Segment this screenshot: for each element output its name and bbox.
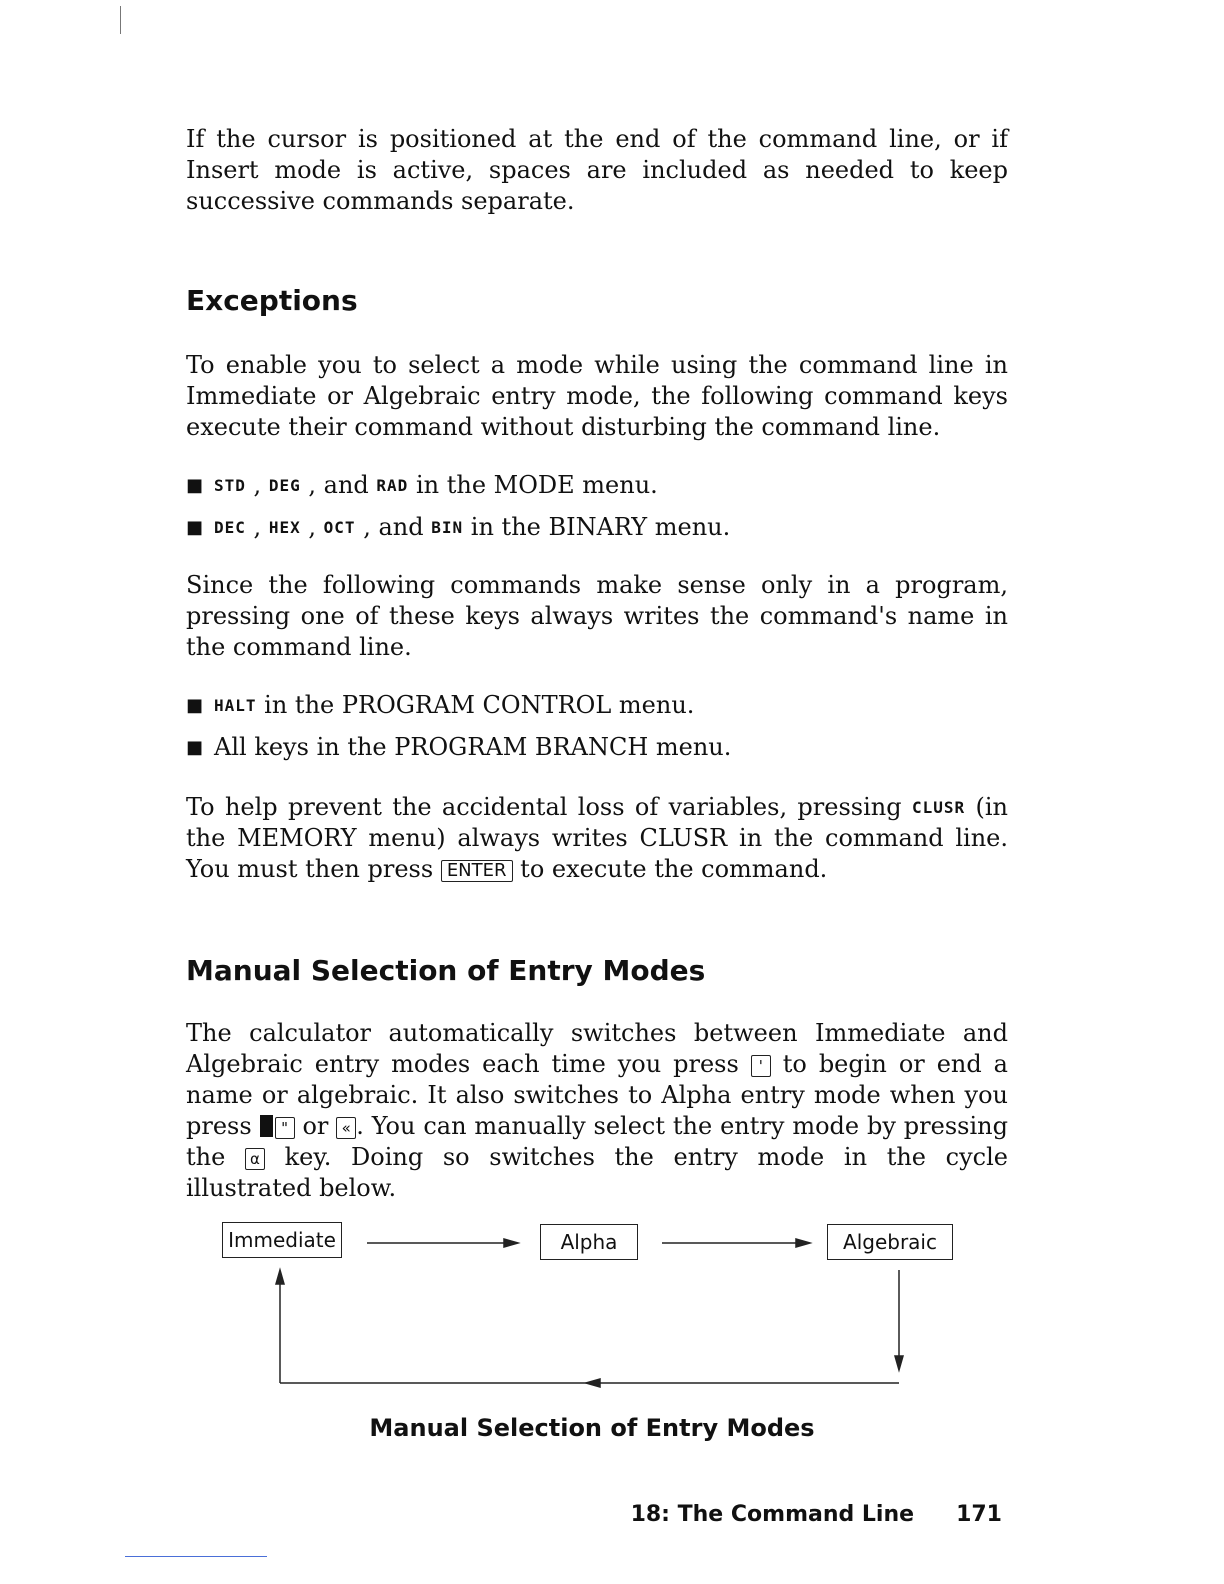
- separator: , and: [363, 513, 424, 541]
- bullet-program-control: [186, 690, 1008, 721]
- arrowhead-up: [276, 1270, 284, 1284]
- menu-key-oct: OCT: [323, 518, 356, 537]
- bullet-tail: in the PROGRAM CONTROL menu.: [264, 691, 695, 719]
- enter-key: ENTER: [441, 860, 513, 882]
- margin-mark: [120, 6, 121, 34]
- alpha-mode-box: Alpha: [540, 1224, 638, 1260]
- separator: ,: [253, 513, 262, 541]
- bullet-icon: ■: [186, 695, 204, 716]
- para3-text-3: to execute the command.: [520, 855, 828, 883]
- algebraic-mode-box: Algebraic: [827, 1224, 953, 1260]
- menu-key-clusr: CLUSR: [911, 798, 966, 817]
- menu-key-hex: HEX: [268, 518, 301, 537]
- separator: ,: [308, 513, 317, 541]
- manual-text-4: . You can manually select the entry mode by pressing the: [186, 1112, 1008, 1171]
- arrowhead-down: [895, 1356, 903, 1370]
- separator: , and: [308, 471, 369, 499]
- exceptions-heading: Exceptions: [186, 284, 358, 317]
- menu-key-halt: HALT: [214, 696, 257, 715]
- guillemet-key: «: [336, 1117, 356, 1139]
- bullet-text: All keys in the PROGRAM BRANCH menu.: [214, 733, 732, 761]
- bullet-icon: ■: [186, 517, 204, 538]
- page-footer: [631, 1502, 1002, 1527]
- separator: ,: [253, 471, 262, 499]
- bullet-icon: ■: [186, 475, 204, 496]
- para3-text-1: To help prevent the accidental loss of variables, pressing: [186, 793, 902, 821]
- menu-key-deg: DEG: [268, 476, 301, 495]
- exceptions-paragraph-1: To enable you to select a mode while using the command line in Immediate or Algebraic entry mode, the following command keys execute their command without disturbing the command line.: [186, 351, 1008, 441]
- chapter-title: 18: The Command Line: [630, 1502, 915, 1527]
- bullet-binary-menu: [186, 512, 1008, 543]
- manual-selection-heading: Manual Selection of Entry Modes: [186, 954, 706, 987]
- alpha-key: α: [245, 1148, 265, 1170]
- menu-key-std: STD: [214, 476, 246, 495]
- menu-key-rad: RAD: [376, 476, 409, 495]
- manual-text-3: or: [302, 1112, 329, 1140]
- tick-key: ': [751, 1055, 771, 1077]
- page-number: 171: [956, 1502, 1002, 1527]
- exceptions-paragraph-3: [186, 792, 1008, 885]
- intro-paragraph: If the cursor is positioned at the end of the command line, or if Insert mode is active, spaces are included as needed to keep successive commands separate.: [186, 125, 1008, 215]
- arrowhead-right: [504, 1239, 518, 1247]
- quote-key: ": [275, 1117, 295, 1139]
- manual-text-1: The calculator automatically switches between Immediate and Algebraic entry modes each time you press: [186, 1019, 1008, 1078]
- bullet-tail: in the MODE menu.: [415, 471, 658, 499]
- bullet-mode-menu: [186, 470, 1008, 501]
- manual-text-2: to begin or end a name or algebraic. It also switches to Alpha entry mode when you press: [186, 1050, 1008, 1140]
- bottom-rule: [125, 1556, 267, 1557]
- menu-key-dec: DEC: [214, 518, 246, 537]
- para3-text-2: (in the MEMORY menu) always writes CLUSR in the command line. You must then press: [186, 793, 1008, 883]
- figure-caption: Manual Selection of Entry Modes: [369, 1414, 815, 1442]
- exceptions-paragraph-2: Since the following commands make sense only in a program, pressing one of these keys always writes the command's name in the command line.: [186, 571, 1008, 661]
- menu-key-bin: BIN: [431, 518, 464, 537]
- manual-text-5: key. Doing so switches the entry mode in the cycle illustrated below.: [186, 1143, 1008, 1202]
- bullet-tail: in the BINARY menu.: [470, 513, 731, 541]
- arrowhead-right: [796, 1239, 810, 1247]
- bullet-icon: ■: [186, 737, 204, 758]
- immediate-mode-box: Immediate: [222, 1222, 342, 1258]
- arrowhead-left: [586, 1379, 600, 1387]
- bullet-program-branch: [186, 732, 1008, 763]
- shift-key-icon: [260, 1115, 273, 1137]
- manual-selection-paragraph: [186, 1018, 1008, 1204]
